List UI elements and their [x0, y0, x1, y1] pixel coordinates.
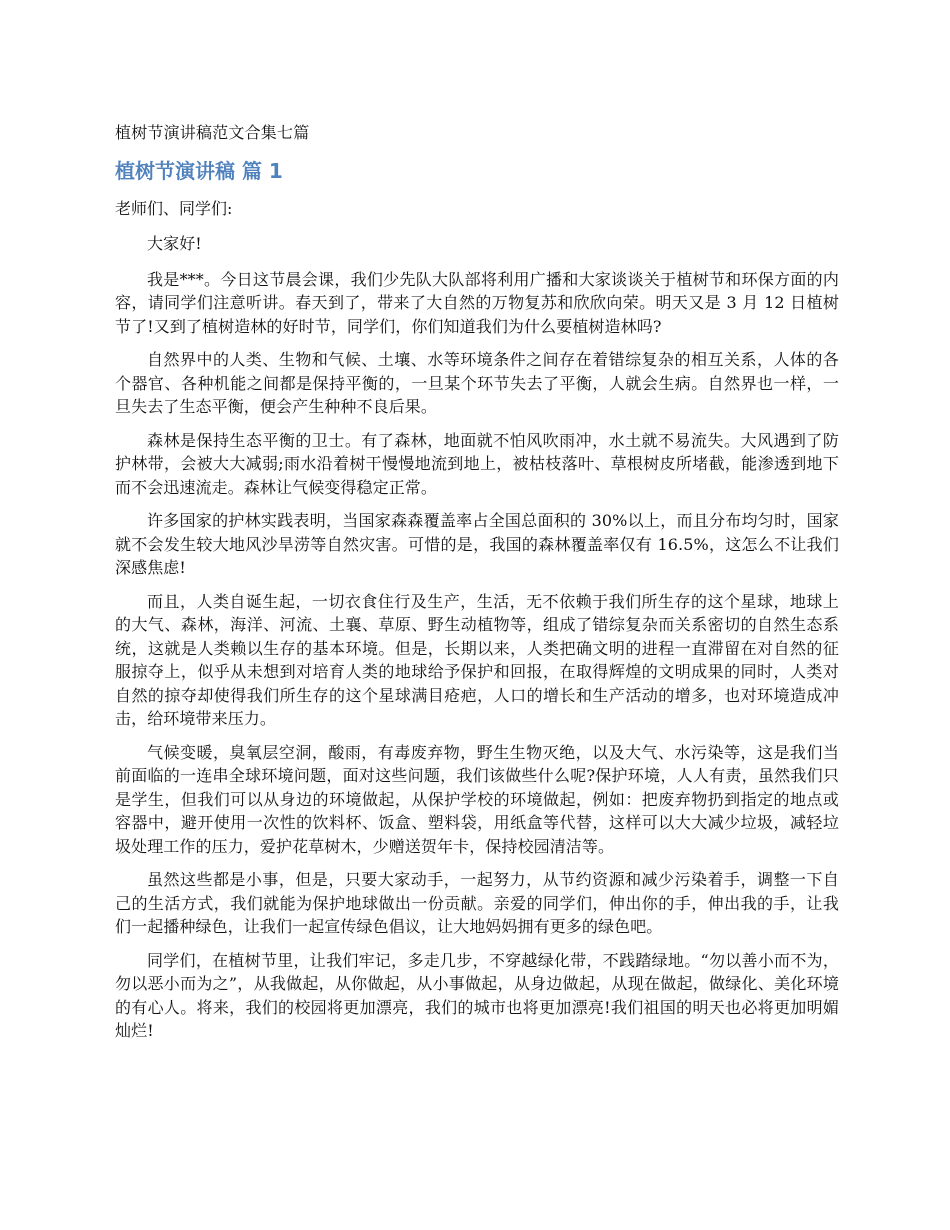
paragraph-6: 而且，人类自诞生起，一切衣食住行及生产，生活，无不依赖于我们所生存的这个星球，地球上的大气、森林，海洋、河流、土襄、草原、野生动植物等，组成了错综复杂而关系密切的自然生态系统，这就是人类赖以生存的基本环境。但是，长期以来，人类把确文明的进程一直滞留在对自然的征服掠夺上，似乎从未想到对培育人类的地球给予保护和回报，在取得辉煌的文明成果的同时，人类对自然的掠夺却使得我们所生存的这个星球满目疮疤，人口的增长和生产活动的增多，也对环境造成冲击，给环境带来压力。: [115, 591, 839, 728]
paragraph-8: 虽然这些都是小事，但是，只要大家动手，一起努力，从节约资源和减少污染着手，调整一下自己的生活方式，我们就能为保护地球做出一份贡献。亲爱的同学们，伸出你的手，伸出我的手，让我们一起播种绿色，让我们一起宣传绿色倡议，让大地妈妈拥有更多的绿色吧。: [115, 870, 839, 936]
document-title: 植树节演讲稿范文合集七篇: [115, 123, 310, 142]
paragraph-1: 大家好!: [147, 234, 202, 253]
paragraph-4: 森林是保持生态平衡的卫士。有了森林，地面就不怕风吹雨冲，水土就不易流失。大风遇到了防护林带，会被大大减弱;雨水沿着树干慢慢地流到地上，被枯枝落叶、草根树皮所堵截，能渗透到地下而不会迅速流走。森林让气候变得稳定正常。: [115, 430, 839, 497]
paragraph-7: 气候变暖，臭氧层空洞，酸雨，有毒废弃物，野生生物灭绝，以及大气、水污染等，这是我们当前面临的一连串全球环境问题，面对这些问题，我们该做些什么呢?保护环境，人人有责，虽然我们只是学生，但我们可以从身边的环境做起，从保护学校的环境做起，例如：把废弃物扔到指定的地点或容器中，避开使用一次性的饮料杯、饭盒、塑料袋，用纸盒等代替，这样可以大大减少垃圾，减轻垃圾处理工作的压力，爱护花草树木，少赠送贺年卡，保持校园清洁等。: [115, 742, 839, 856]
greeting-line: 老师们、同学们:: [115, 199, 233, 218]
paragraph-2: 我是***。今日这节晨会课，我们少先队大队部将利用广播和大家谈谈关于植树节和环保方面的内容，请同学们注意听讲。春天到了，带来了大自然的万物复苏和欣欣向荣。明天又是 3 月 12 日植树节了!又到了植树造林的好时节，同学们，你们知道我们为什么要植树造林吗?: [115, 269, 839, 336]
section-heading: 植树节演讲稿 篇 1: [115, 159, 283, 183]
paragraph-3: 自然界中的人类、生物和气候、土壤、水等环境条件之间存在着错综复杂的相互关系，人体的各个器官、各种机能之间都是保持平衡的，一旦某个环节失去了平衡，人就会生病。自然界也一样，一旦失去了生态平衡，便会产生种种不良后果。: [115, 350, 839, 416]
document-page: [115, 120, 839, 1053]
paragraph-9: 同学们，在植树节里，让我们牢记，多走几步，不穿越绿化带，不践踏绿地。“勿以善小而不为，勿以恶小而为之”，从我做起，从你做起，从小事做起，从身边做起，从现在做起，做绿化、美化环境的有心人。将来，我们的校园将更加漂亮，我们的城市也将更加漂亮!我们祖国的明天也必将更加明媚灿烂!: [115, 950, 839, 1040]
paragraph-5: 许多国家的护林实践表明，当国家森森覆盖率占全国总面积的 30%以上，而且分布均匀时，国家就不会发生较大地风沙旱涝等自然灾害。可惜的是，我国的森林覆盖率仅有 16.5%，这怎么不让我们深感焦虑!: [115, 511, 839, 577]
